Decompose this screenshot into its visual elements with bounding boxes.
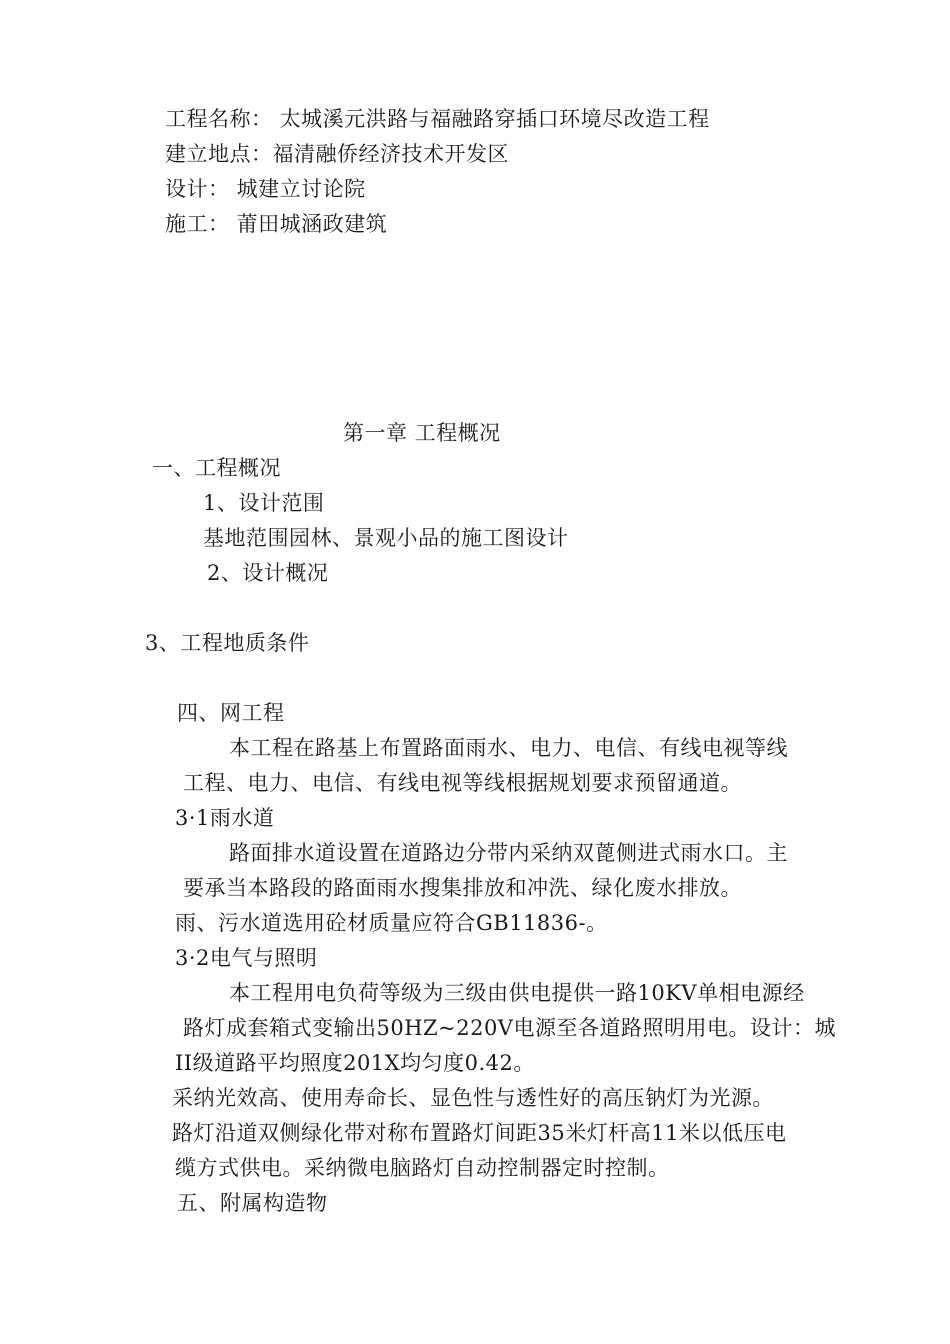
- item-1-text: 基地范围园林、景观小品的施工图设计: [203, 526, 569, 550]
- subsection-3-2-line-3: ⅠⅠ级道路平均照度201X均匀度0.42。: [175, 1051, 535, 1075]
- subsection-3-2-line-4: 采纳光效高、使用寿命长、显色性与透性好的高压钠灯为光源。: [172, 1086, 774, 1110]
- construction-line: 施工： 莆田城涵政建筑: [165, 212, 388, 236]
- subsection-3-1-line-3: 雨、污水道选用砼材质量应符合GB11836-。: [175, 911, 608, 935]
- design-line: 设计： 城建立讨论院: [165, 177, 366, 201]
- subsection-3-2-line-1: 本工程用电负荷等级为三级由供电提供一路10KV单相电源经: [229, 981, 805, 1005]
- subsection-3-2-line-2: 路灯成套箱式变输出50HZ~220V电源至各道路照明用电。设计：城: [183, 1016, 836, 1040]
- location-line: 建立地点：福清融侨经济技术开发区: [165, 142, 509, 166]
- section-4-heading: 四、网工程: [177, 701, 285, 725]
- section-4-paragraph-line-2: 工程、电力、电信、有线电视等线根据规划要求预留通道。: [183, 771, 742, 795]
- project-name-line: 工程名称： 太城溪元洪路与福融路穿插口环境尽改造工程: [165, 107, 710, 131]
- subsection-3-1-heading: 3·1雨水道: [175, 806, 275, 830]
- subsection-3-1-line-2: 要承当本路段的路面雨水搜集排放和冲洗、绿化废水排放。: [183, 876, 742, 900]
- chapter-title: 第一章 工程概况: [343, 421, 501, 445]
- subsection-3-2-heading: 3·2电气与照明: [175, 946, 318, 970]
- item-2-heading: 2、设计概况: [207, 561, 329, 585]
- subsection-3-1-line-1: 路面排水道设置在道路边分带内采纳双蓖侧进式雨水口。主: [229, 841, 788, 865]
- subsection-3-2-line-5: 路灯沿道双侧绿化带对称布置路灯间距35米灯杆高11米以低压电: [172, 1121, 787, 1145]
- item-1-heading: 1、设计范围: [203, 491, 325, 515]
- section-1-heading: 一、工程概况: [152, 456, 281, 480]
- subsection-3-2-line-6: 缆方式供电。采纳微电脑路灯自动控制器定时控制。: [175, 1156, 670, 1180]
- section-4-paragraph-line-1: 本工程在路基上布置路面雨水、电力、电信、有线电视等线: [229, 736, 788, 760]
- item-3-heading: 3、工程地质条件: [145, 631, 310, 655]
- section-5-heading: 五、附属构造物: [177, 1191, 328, 1215]
